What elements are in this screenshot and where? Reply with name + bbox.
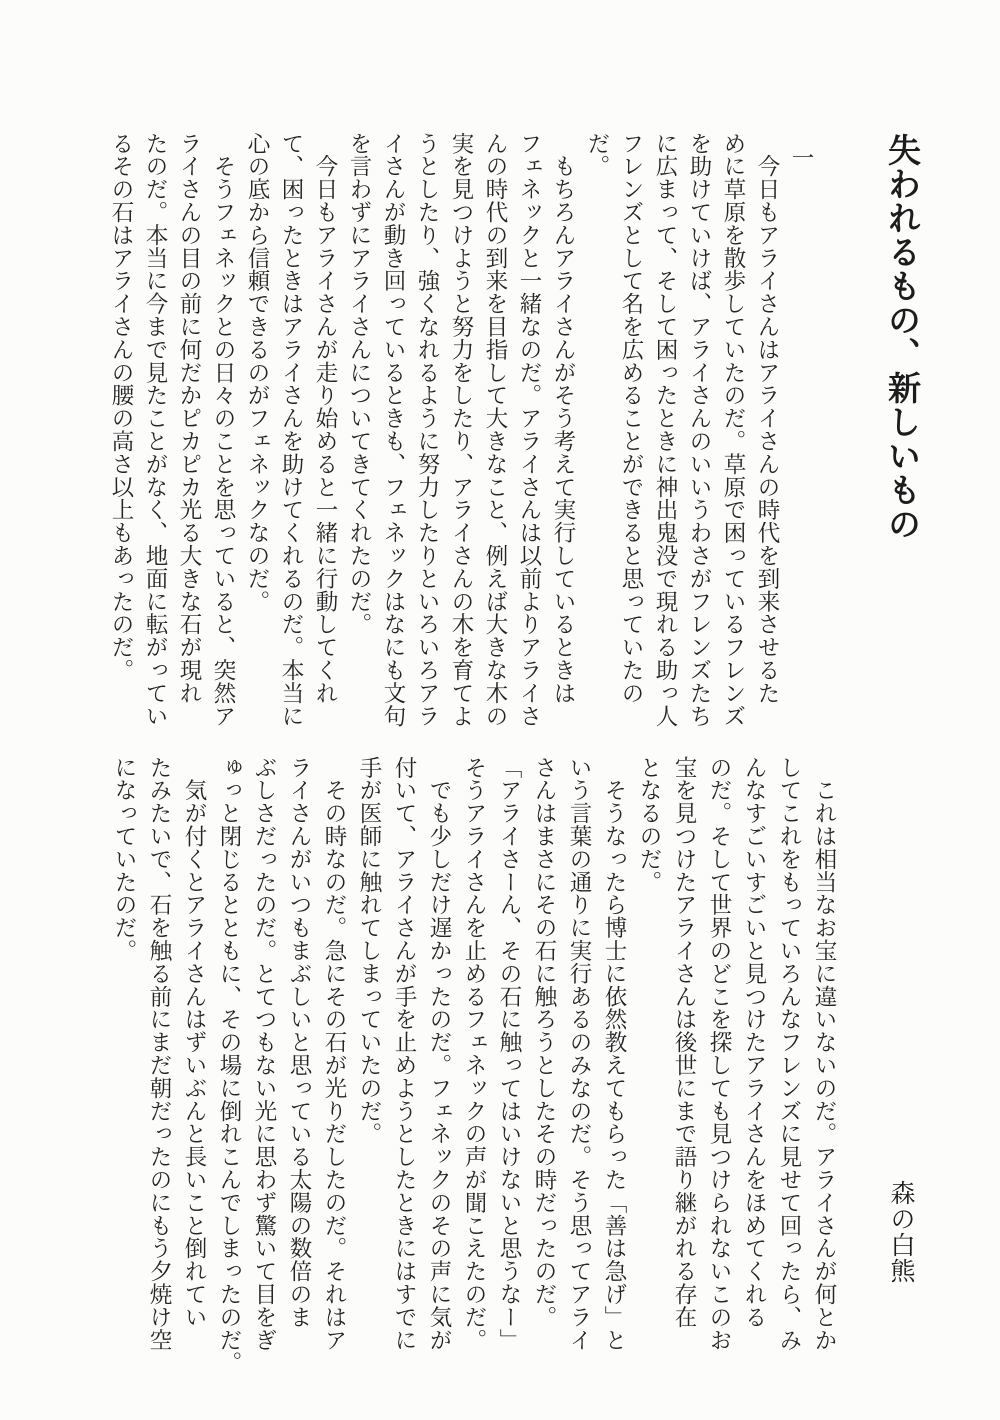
text-line: うとしたり、強くなれるように努力したりといろいろアラ <box>415 132 440 728</box>
text-line: でも少しだけ遅かったのだ。フェネックのその声に気が <box>427 756 452 1352</box>
text-line: そうフェネックとの日々のことを思っていると、突然ア <box>211 132 236 728</box>
text-line: ライさんの目の前に何だかピカピカ光る大きな石が現れ <box>177 132 202 705</box>
text-line: フレンズとして名を広めることができると思っていたの <box>619 132 644 705</box>
text-line: んなすごいすごいと見つけたアライさんをほめてくれる <box>742 756 767 1329</box>
text-line: 実を見つけようと努力をしたり、アライさんの木を育てよ <box>449 132 474 728</box>
text-line: を言わずにアライさんについてきてくれたのだ。 <box>347 132 372 636</box>
text-line: たみたいで、石を触る前にまだ朝だったのにもう夕焼け空 <box>147 756 172 1352</box>
text-line: んの時代の到来を目指して大きなこと、例えば大きな木の <box>483 132 508 728</box>
text-line: フェネックと一緒なのだ。アライさんは以前よりアライさ <box>517 132 542 728</box>
text-line: を助けていけば、アライさんのいいうわさがフレンズたち <box>687 132 712 728</box>
text-block-bottom <box>107 756 842 1386</box>
text-line: るその石はアライさんの腰の高さ以上もあったのだ。 <box>109 132 134 682</box>
text-line: 心の底から信頼できるのがフェネックなのだ。 <box>245 132 270 613</box>
text-line: となるのだ。 <box>637 756 662 894</box>
text-line: そうアライさんを止めるフェネックの声が聞こえたのだ。 <box>462 756 487 1352</box>
text-line: その時なのだ。急にその石が光りだしたのだ。それはア <box>322 756 347 1352</box>
text-line: になっていたのだ。 <box>112 756 137 963</box>
text-line: だ。 <box>585 132 610 178</box>
text-line: のだ。そして世界のどこを探しても見つけられないこのお <box>707 756 732 1352</box>
text-line: 手が医師に触れてしまっていたのだ。 <box>357 756 382 1146</box>
text-line: してこれをもっていろんなフレンズに見せて回ったら、み <box>777 756 802 1352</box>
chapter-marker: 一 <box>789 146 814 169</box>
text-line: 今日もアライさんはアライさんの時代を到来させるた <box>755 132 780 705</box>
text-line: めに草原を散歩していたのだ。草原で困っているフレンズ <box>721 132 746 728</box>
text-line: ゅっと閉じるとともに、その場に倒れこんでしまったのだ。 <box>217 756 242 1375</box>
text-line: に広まって、そして困ったときに神出鬼没で現れる助っ人 <box>653 132 678 728</box>
text-line: もちろんアライさんがそう考えて実行しているときは <box>551 132 576 705</box>
text-line: て、困ったときはアライさんを助けてくれるのだ。本当に <box>279 132 304 728</box>
text-line: ライさんがいつもまぶしいと思っている太陽の数倍のま <box>287 756 312 1329</box>
text-line: イさんが動き回っているときも、フェネックはなにも文句 <box>381 132 406 728</box>
text-line: 「アライさーん、その石に触ってはいけないと思うなー」 <box>497 756 522 1352</box>
author-name: 森の白熊 <box>887 1180 914 1284</box>
text-line: たのだ。本当に今まで見たことがなく、地面に転がってい <box>143 132 168 728</box>
text-block-top <box>104 132 818 757</box>
text-line: さんはまさにその石に触ろうとしたその時だったのだ。 <box>532 756 557 1329</box>
text-line: ぶしさだったのだ。とてつもない光に思わず驚いて目をぎ <box>252 756 277 1352</box>
text-line: 宝を見つけたアライさんは後世にまで語り継がれる存在 <box>672 756 697 1329</box>
text-line: 今日もアライさんが走り始めると一緒に行動してくれ <box>313 132 338 705</box>
page-title: 失われるもの、新しいもの <box>883 133 919 541</box>
text-line: これは相当なお宝に違いないのだ。アライさんが何とか <box>812 756 837 1352</box>
text-line: そうなったら博士に依然教えてもらった「善は急げ」と <box>602 756 627 1352</box>
text-line: 付いて、アライさんが手を止めようとしたときにはすでに <box>392 756 417 1352</box>
text-line: いう言葉の通りに実行あるのみなのだ。そう思ってアライ <box>567 756 592 1352</box>
text-line: 気が付くとアライさんはずいぶんと長いこと倒れてい <box>182 756 207 1329</box>
